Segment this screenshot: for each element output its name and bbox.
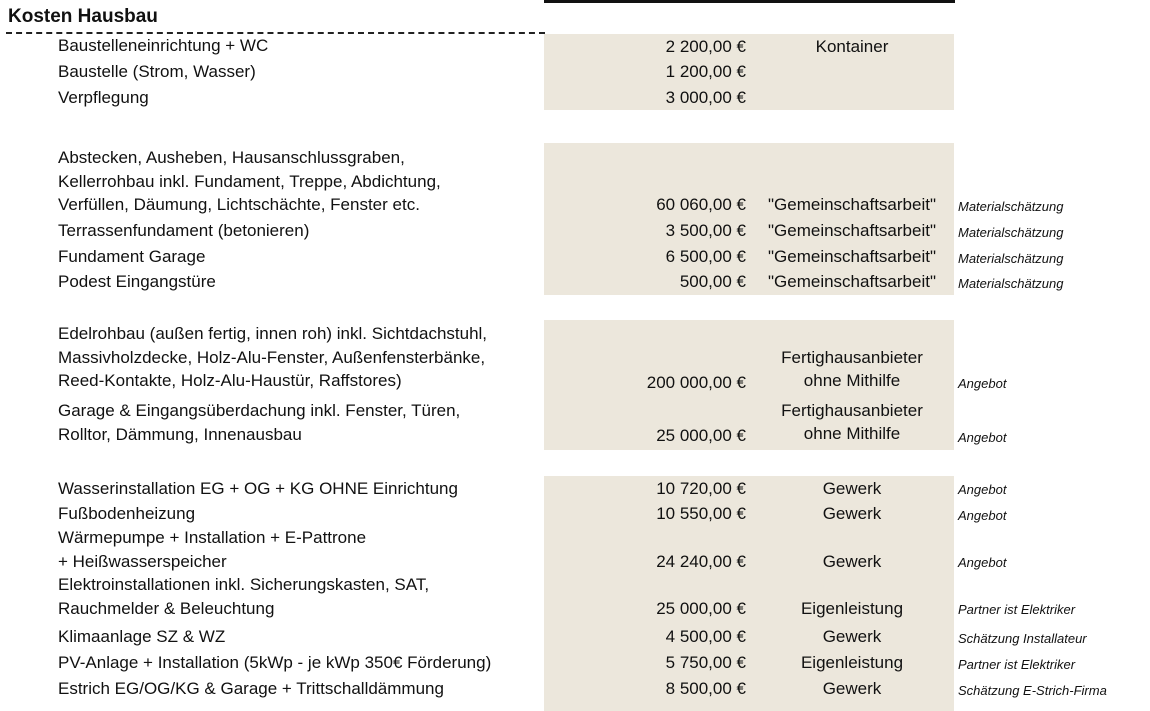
description-line: Garage & Eingangsüberdachung inkl. Fenster, Türen, <box>58 401 461 420</box>
table-row <box>0 573 1150 621</box>
cost-amount: 10 550,00 € <box>656 504 746 523</box>
cost-item-description <box>58 322 548 393</box>
table-row <box>0 502 1150 527</box>
description-line: Terrassenfundament (betonieren) <box>58 221 310 240</box>
execution-mode <box>752 193 952 216</box>
cost-amount: 6 500,00 € <box>665 247 746 266</box>
cost-item-description <box>58 477 548 501</box>
cost-item-description <box>58 86 548 110</box>
remark-note: Angebot <box>958 430 1007 445</box>
remark-note: Partner ist Elektriker <box>958 657 1076 672</box>
cost-amount: 500,00 € <box>679 272 746 291</box>
table-row <box>0 677 1150 702</box>
execution-mode <box>752 597 952 620</box>
table-row <box>0 651 1150 676</box>
table-row <box>0 146 1150 218</box>
mode-line: Gewerk <box>822 679 882 698</box>
cost-item-description <box>58 146 548 217</box>
description-line: Abstecken, Ausheben, Hausanschlussgraben, <box>58 148 405 167</box>
cost-item-description <box>58 625 548 649</box>
table-row <box>0 245 1150 270</box>
description-line: PV-Anlage + Installation (5kWp - je kWp 350€ Förderung) <box>58 653 492 672</box>
table-row <box>0 270 1150 295</box>
mode-line: Eigenleistung <box>800 653 904 672</box>
table-row <box>0 34 1150 59</box>
description-line: Fußbodenheizung <box>58 504 196 523</box>
description-line: Rolltor, Dämmung, Innenausbau <box>58 424 302 444</box>
mode-line: ohne Mithilfe <box>803 371 901 390</box>
execution-mode <box>752 270 952 293</box>
top-rule <box>544 0 955 3</box>
description-line: Podest Eingangstüre <box>58 272 216 291</box>
cost-amount: 24 240,00 € <box>656 552 746 571</box>
cost-amount: 3 000,00 € <box>665 88 746 107</box>
remark-note: Angebot <box>958 482 1007 497</box>
cost-item-description <box>58 502 548 526</box>
cost-amount: 4 500,00 € <box>665 627 746 646</box>
cost-amount: 10 720,00 € <box>656 479 746 498</box>
remark-note: Angebot <box>958 508 1007 523</box>
description-line: Kellerrohbau inkl. Fundament, Treppe, Abdichtung, <box>58 171 441 191</box>
description-line: Verpflegung <box>58 88 149 107</box>
mode-line: "Gemeinschaftsarbeit" <box>768 247 936 266</box>
cost-item-description <box>58 573 548 620</box>
description-line: Wärmepumpe + Installation + E-Pattrone <box>58 528 367 547</box>
mode-line: Gewerk <box>822 627 882 646</box>
mode-line: Gewerk <box>822 504 882 523</box>
cost-item-description <box>58 526 548 573</box>
description-line: Edelrohbau (außen fertig, innen roh) inkl. Sichtdachstuhl, <box>58 324 488 343</box>
cost-item-description <box>58 270 548 294</box>
remark-note: Schätzung E-Strich-Firma <box>958 683 1107 698</box>
remark-note: Schätzung Installateur <box>958 631 1087 646</box>
cost-item-description <box>58 34 548 58</box>
description-line: Fundament Garage <box>58 247 206 266</box>
table-row <box>0 477 1150 502</box>
cost-amount: 25 000,00 € <box>656 599 746 618</box>
description-line: Verfüllen, Däumung, Lichtschächte, Fenster etc. <box>58 195 420 214</box>
description-line: Wasserinstallation EG + OG + KG OHNE Einrichtung <box>58 479 458 498</box>
table-row <box>0 60 1150 85</box>
mode-line: "Gemeinschaftsarbeit" <box>768 272 936 291</box>
mode-line: Fertighausanbieter <box>781 348 923 367</box>
mode-line: Kontainer <box>815 37 889 56</box>
remark-note: Materialschätzung <box>958 276 1064 291</box>
remark-note: Materialschätzung <box>958 199 1064 214</box>
table-row <box>0 625 1150 650</box>
cost-item-description <box>58 677 548 701</box>
cost-amount: 3 500,00 € <box>665 221 746 240</box>
mode-line: Gewerk <box>822 552 882 571</box>
execution-mode <box>752 550 952 573</box>
mode-line: "Gemeinschaftsarbeit" <box>768 195 936 214</box>
page-title: Kosten Hausbau <box>8 6 158 27</box>
execution-mode <box>752 477 952 500</box>
description-line: Baustelle (Strom, Wasser) <box>58 62 256 81</box>
mode-line: Gewerk <box>822 479 882 498</box>
cost-item-description <box>58 245 548 269</box>
table-row <box>0 219 1150 244</box>
cost-amount: 2 200,00 € <box>665 37 746 56</box>
description-line: Massivholzdecke, Holz-Alu-Fenster, Außenfensterbänke, <box>58 347 486 367</box>
cost-amount: 8 500,00 € <box>665 679 746 698</box>
execution-mode <box>752 502 952 525</box>
cost-amount: 200 000,00 € <box>646 373 746 392</box>
cost-amount: 5 750,00 € <box>665 653 746 672</box>
description-line: Elektroinstallationen inkl. Sicherungskasten, SAT, <box>58 575 430 594</box>
description-line: Rauchmelder & Beleuchtung <box>58 598 275 618</box>
remark-note: Angebot <box>958 555 1007 570</box>
mode-line: ohne Mithilfe <box>803 424 901 443</box>
execution-mode <box>752 399 952 445</box>
table-row <box>0 399 1150 449</box>
cost-amount: 1 200,00 € <box>665 62 746 81</box>
table-row <box>0 86 1150 111</box>
mode-line: Eigenleistung <box>800 599 904 618</box>
execution-mode <box>752 625 952 648</box>
cost-item-description <box>58 60 548 84</box>
mode-line: "Gemeinschaftsarbeit" <box>768 221 936 240</box>
table-row <box>0 322 1150 394</box>
cost-item-description <box>58 219 548 243</box>
table-row <box>0 526 1150 574</box>
description-line: Reed-Kontakte, Holz-Alu-Haustür, Raffstores) <box>58 371 402 390</box>
execution-mode <box>752 677 952 700</box>
execution-mode <box>752 219 952 242</box>
remark-note: Partner ist Elektriker <box>958 602 1076 617</box>
cost-amount: 25 000,00 € <box>656 426 746 445</box>
description-line: Estrich EG/OG/KG & Garage + Trittschalldämmung <box>58 679 444 698</box>
description-line: Baustelleneinrichtung + WC <box>58 36 269 55</box>
cost-amount: 60 060,00 € <box>656 195 746 214</box>
execution-mode <box>752 346 952 392</box>
remark-note: Angebot <box>958 376 1007 391</box>
remark-note: Materialschätzung <box>958 251 1064 266</box>
mode-line: Fertighausanbieter <box>781 401 923 420</box>
description-line: + Heißwasserspeicher <box>58 551 227 571</box>
execution-mode <box>752 245 952 268</box>
execution-mode <box>752 651 952 674</box>
remark-note: Materialschätzung <box>958 225 1064 240</box>
cost-item-description <box>58 651 548 675</box>
execution-mode <box>752 35 952 58</box>
description-line: Klimaanlage SZ & WZ <box>58 627 226 646</box>
cost-item-description <box>58 399 548 446</box>
